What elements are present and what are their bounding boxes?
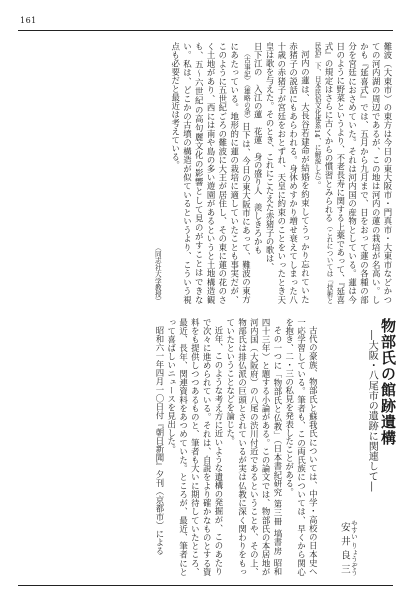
article-author (338, 318, 357, 576)
article-subtitle: ―大阪・八尾市の遺跡に関連して― (366, 330, 378, 492)
page-number: 161 (20, 16, 37, 25)
essay-paragraph (310, 42, 393, 304)
article-section (20, 318, 397, 576)
essay-paragraph (169, 42, 252, 304)
essay-paragraph: 河内の蓮は、大長谷若建命が結婚を約束してうっかり忘れていた赤猪子の説話にもあらわれる。身休めすかり増せ衰えてしまった八十歳の赤猪子が宮廷をおとずれ、天皇に約束のことをいったとき天皇は歌を与えた。そのとき、これにこたえた赤猪子の歌は、 (265, 42, 311, 304)
paragraph-tail: 。 (312, 181, 323, 190)
paragraph-text: 難波（大東市）の東方は今日の東大阪市・門真市・大東市などかつての河内湖の周辺であるが、この地は河内の蓮の栽培が名高い。しかも『延喜式』では、五月から九月まで、日をおって蓮の各種の部分を宮廷におさめていた。それは河内国の産物としている。蓮は今日のように野菜というより、不老長寿に関する上薬であって、『延喜式』の規定はさらに古くからの慣習とみられる (324, 42, 393, 304)
paragraph-text: 日下は、今日の東大阪市にあって、難波の東方にあたっている。地形的に蓮の栽培に適していたことも事実だが、このように五世紀ごろの難波に大王が居住し、その東に蓮の花のさく土地があり、西には南や島の多い遊園があるというと土地構造観も、五〜六世紀の高句麗文化の影響として見のがすことはできない。私は、どこかの古墳の構造が似ているというより、こういう視点も必要だと最近は考えている。 (170, 42, 252, 305)
article-paragraph: 昭和六一年四月一〇日付『朝日新聞』夕刊（京都市）による (154, 326, 165, 556)
article-title: 物部氏の館跡遺構 (379, 318, 397, 446)
top-essay-section (20, 42, 393, 304)
author-reading: やすい りょうぞう (349, 520, 358, 576)
article-paragraph: 古代の豪族、物部氏と蘇我氏については、中学・高校の日本史へ一応学習している。筆者も、この両氏族については、早くから関心を抱き、二・三の私見を発表したことがある。 (284, 318, 319, 576)
paragraph-note: （これについては『技術と民俗』下、日本民俗文化体系14、に解説した） (313, 42, 334, 305)
article-paragraph: その一つに「物部氏と仏教」（日本書紀研究 第三冊 塙書房 昭和四十三年）と題する小論がある。この論文では、物部氏の本居地が河内国（大阪府）の八尾の渋川付近であるということや、その上、物部氏は排仏派の巨頭とされているが実は仏教に深く関わりをもっていたということなどを論じた。 (225, 318, 283, 576)
bottom-rule (18, 585, 393, 586)
article-paragraph: 近年、このような考え方に近いような遺構の発掘が、このあたりで次々に進められている。それは、自説をより確かなものとする資料をも提供しつつあるものと、筆者も大いに期待していたところ、最近、長年、関連資料をあつめていた。ところが、最近、筆者にとって喜ばしいニュースを見出した。 (166, 318, 224, 576)
poem-line: 日下江の 入江の蓮 花蓮 身の盛り人 羨しきろかも (253, 42, 264, 255)
top-rule (18, 30, 393, 31)
author-affiliation: （同志社大学教授） (153, 243, 162, 304)
author-name: 安井良三 (338, 520, 350, 576)
poem-source-note: （古事記）（雄略の条） (242, 50, 251, 123)
